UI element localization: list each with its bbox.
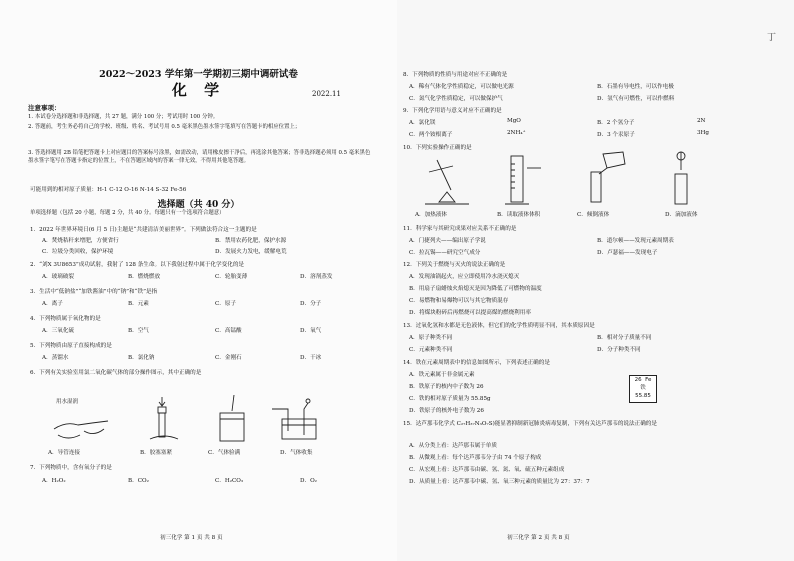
q8-option-b: B．石墨有导电性，可以作电极 — [597, 84, 674, 90]
element-mass: 55.85 — [635, 393, 651, 399]
right-footer: 初三化学 第 2 页 共 8 页 — [507, 535, 570, 541]
q9-option-a: A．氯化镁 — [409, 120, 436, 126]
question-14: 14．铁在元素周期表中的信息如图所示，下列表述正确的是 — [403, 360, 550, 366]
read-volume-drawing — [497, 150, 547, 208]
q14-option-c: C．铁的相对原子质量为 55.85g — [409, 396, 491, 402]
q1-option-d: D．发展火力发电，缓解电荒 — [215, 249, 287, 255]
question-4: 4．下列物质属于氧化物的是 — [30, 316, 101, 322]
question-3: 3．生活中“低钠盐”“加铁酱油”中的“钠”和“铁”是指 — [30, 289, 158, 295]
left-footer: 初三化学 第 1 页 共 8 页 — [160, 535, 223, 541]
corner-mark: 丁 — [766, 33, 776, 43]
q8-option-d: D．氢气有可燃性，可以作燃料 — [597, 96, 675, 102]
q2-option-a: A．玻璃破裂 — [42, 274, 75, 280]
q1-option-b: B．禁用农药化肥，保护水源 — [215, 238, 287, 244]
q6-option-d: D．气体收集 — [280, 450, 313, 456]
q9-option-d-formula: 3Hg — [697, 130, 710, 136]
note-1: 1. 本试卷分选择题和非选择题，共 27 题，满分 100 分；考试用时 100 分钟。 — [28, 114, 219, 120]
q5-option-a: A．蒸馏水 — [42, 355, 69, 361]
q10-option-b: B．读取液体体积 — [497, 212, 541, 218]
q6-option-b: B．胶塞塞紧 — [140, 450, 173, 456]
q14-option-b: B．铁原子的核内中子数为 26 — [409, 384, 484, 390]
stopper-drawing — [140, 395, 190, 445]
q12-option-c: C．易燃物和易爆物可以与其它物质混存 — [409, 298, 509, 304]
q7-option-b: B．CO₂ — [128, 478, 149, 484]
q1-option-a: A．焚烧秸秆来增肥，方便省行 — [42, 238, 119, 244]
q13-option-a: A．原子种类不同 — [409, 335, 453, 341]
q15-option-d: D．从质量上看：达芦那韦中碳、氢、氧三种元素的质量比为 27：37：7 — [409, 479, 590, 485]
q12-option-a: A．发现油锅起火，应立即使用冷水浇灭熄灭 — [409, 274, 520, 280]
question-13: 13．过氧化氢和水都是无色液体，但它们的化学性质明显不同，其本质原因是 — [403, 323, 595, 329]
q9-option-c: C．两个铵根离子 — [409, 132, 453, 138]
element-name: 铁 — [640, 385, 646, 391]
question-10: 10．下列实验操作正确的是 — [403, 145, 472, 151]
q3-option-b: B．元素 — [128, 301, 149, 307]
question-5: 5．下列物质由原子直接构成的是 — [30, 343, 112, 349]
q5-option-c: C．金刚石 — [215, 355, 242, 361]
question-12: 12．下列关于燃烧与灭火的说法正确的是 — [403, 262, 506, 268]
q7-option-c: C．H₂CO₃ — [215, 478, 244, 484]
exam-date: 2022.11 — [312, 90, 341, 98]
question-15: 15．达芦那韦化学式 C₂₇H₃₇N₃O₇S)能显著抑制新冠肺炎病毒复制，下列有关达芦那韦的说法正确的是 — [403, 421, 657, 427]
q13-option-d: D．分子种类不同 — [597, 347, 641, 353]
section-description: 单项选择题（包括 20 小题，每题 2 分，共 40 分。每题只有一个选项符合题意） — [30, 210, 225, 216]
q11-option-c: C．拉瓦锡——研究空气成分 — [409, 250, 481, 256]
q10-option-a: A．加热液体 — [415, 212, 448, 218]
q9-option-b: B．2 个氢分子 — [597, 120, 635, 126]
element-symbol: Fe — [645, 377, 652, 383]
q3-option-c: C．原子 — [215, 301, 237, 307]
element-card-iron — [629, 375, 657, 403]
q6-option-c: C．气体验满 — [208, 450, 241, 456]
question-6: 6．下列有关实验室用氯二氧化碳气体的部分操作图示，其中正确的是 — [30, 370, 202, 376]
tube-connection-drawing — [48, 395, 118, 445]
q11-option-b: B．道尔顿——发现元素周期表 — [597, 238, 674, 244]
q8-option-a: A．稀有气体化学性质稳定，可以做电光源 — [409, 84, 514, 90]
q4-option-b: B．空气 — [128, 328, 149, 334]
question-7: 7．下列物质中，含有氧分子的是 — [30, 465, 112, 471]
q4-option-a: A．三氧化硫 — [42, 328, 75, 334]
q3-option-a: A．离子 — [42, 301, 63, 307]
q4-option-d: D．氧气 — [300, 328, 322, 334]
q2-option-d: D．溶剂蒸发 — [300, 274, 333, 280]
q13-option-b: B．相对分子质量不同 — [597, 335, 652, 341]
q10-option-d: D．滴加液体 — [665, 212, 698, 218]
gas-test-drawing — [208, 395, 258, 445]
q2-option-c: C．轮胎变薄 — [215, 274, 248, 280]
atomic-masses: 可能用到的相对原子质量：H-1 C-12 O-16 N-14 S-32 Fe-56 — [30, 187, 187, 193]
q9-option-a-formula: MgO — [507, 118, 521, 124]
image-label: 用水湿润 — [56, 399, 79, 405]
q9-option-b-formula: 2N — [697, 118, 706, 124]
question-11: 11．科学家与其研究成果对应关系不正确的是 — [403, 226, 517, 232]
q2-option-b: B．燃烧燃放 — [128, 274, 161, 280]
note-2: 2. 答题前，考生务必将自己的学校、班级、姓名、考试号用 0.5 毫米黑色墨水签字笔填写在答题卡的相应位置上； — [28, 124, 301, 130]
q14-option-a: A．铁元素属于非金属元素 — [409, 372, 475, 378]
q1-option-c: C．垃圾分类回收，保护环境 — [42, 249, 114, 255]
q5-option-b: B．氯化钠 — [128, 355, 155, 361]
q11-option-d: D．卢瑟福——发现电子 — [597, 250, 658, 256]
pour-liquid-drawing — [573, 150, 633, 208]
q3-option-d: D．分子 — [300, 301, 322, 307]
right-page — [397, 0, 794, 561]
q8-option-c: C．氮气化学性质稳定，可以做保护气 — [409, 96, 503, 102]
q14-option-d: D．铁原子的核外电子数为 26 — [409, 408, 484, 414]
q7-option-d: D．O₂ — [300, 478, 317, 484]
q9-option-d: D．3 个汞原子 — [597, 132, 635, 138]
question-2: 2．“刘X 3U8653”成功试射，我射了 128 条生命。以下我射过程中属于化学变化的是 — [30, 262, 245, 268]
q10-option-c: C．倾倒液体 — [577, 212, 610, 218]
q9-option-c-formula: 2NH₄⁺ — [507, 130, 526, 136]
notes-heading: 注意事项： — [28, 104, 61, 112]
q12-option-d: D．将煤块粉碎后再燃烧可以提高煤的燃烧利用率 — [409, 310, 531, 316]
q15-option-b: B．从微观上看：每个达芦那韦分子由 74 个原子构成 — [409, 455, 542, 461]
q13-option-c: C．元素种类不同 — [409, 347, 453, 353]
drop-liquid-drawing — [659, 150, 709, 208]
q7-option-a: A．H₂O₂ — [42, 478, 66, 484]
q15-option-a: A．从分类上看：达芦那韦属于单质 — [409, 443, 497, 449]
q12-option-b: B．用扇子扇蜡烛火焰熄灭是因为降低了可燃物的温度 — [409, 286, 542, 292]
subject-title: 化 学 — [171, 81, 226, 99]
heating-liquid-drawing — [417, 150, 477, 208]
element-number: 26 Fe — [634, 377, 652, 383]
question-1: 1．2022 年世界环境日(6 月 5 日)主题是“共建清洁美丽世界”。下列做法符合这一主题的是 — [30, 227, 257, 233]
question-9: 9．下列化学用语与意义对应不正确的是 — [403, 108, 502, 114]
section-title: 选择题（共 40 分） — [157, 200, 240, 210]
question-8: 8．下列物质的性质与用途对应不正确的是 — [403, 72, 508, 78]
q4-option-c: C．高锰酸 — [215, 328, 242, 334]
q5-option-d: D．干冰 — [300, 355, 322, 361]
q11-option-a: A．门捷列夫——编出原子学说 — [409, 238, 486, 244]
q6-option-a: A．导管连接 — [48, 450, 81, 456]
note-3: 3. 答选择题用 2B 铅笔把答题卡上对应题目的答案标号涂黑，如需改动，请用橡皮擦干净后，再选涂其他答案；答非选择题必须用 0.5 毫米黑色墨水签字笔写在答题卡指定的位置上，不在答题区域内的答案一律无效，不得用其他笔答题。 — [28, 150, 371, 164]
gas-collection-drawing — [268, 395, 338, 445]
q15-option-c: C．从宏观上看：达芦那韦由碳、氢、氮、氧、硫五种元素组成 — [409, 467, 565, 473]
exam-title: 2022～2023 学年第一学期初三期中调研试卷 — [99, 69, 298, 80]
